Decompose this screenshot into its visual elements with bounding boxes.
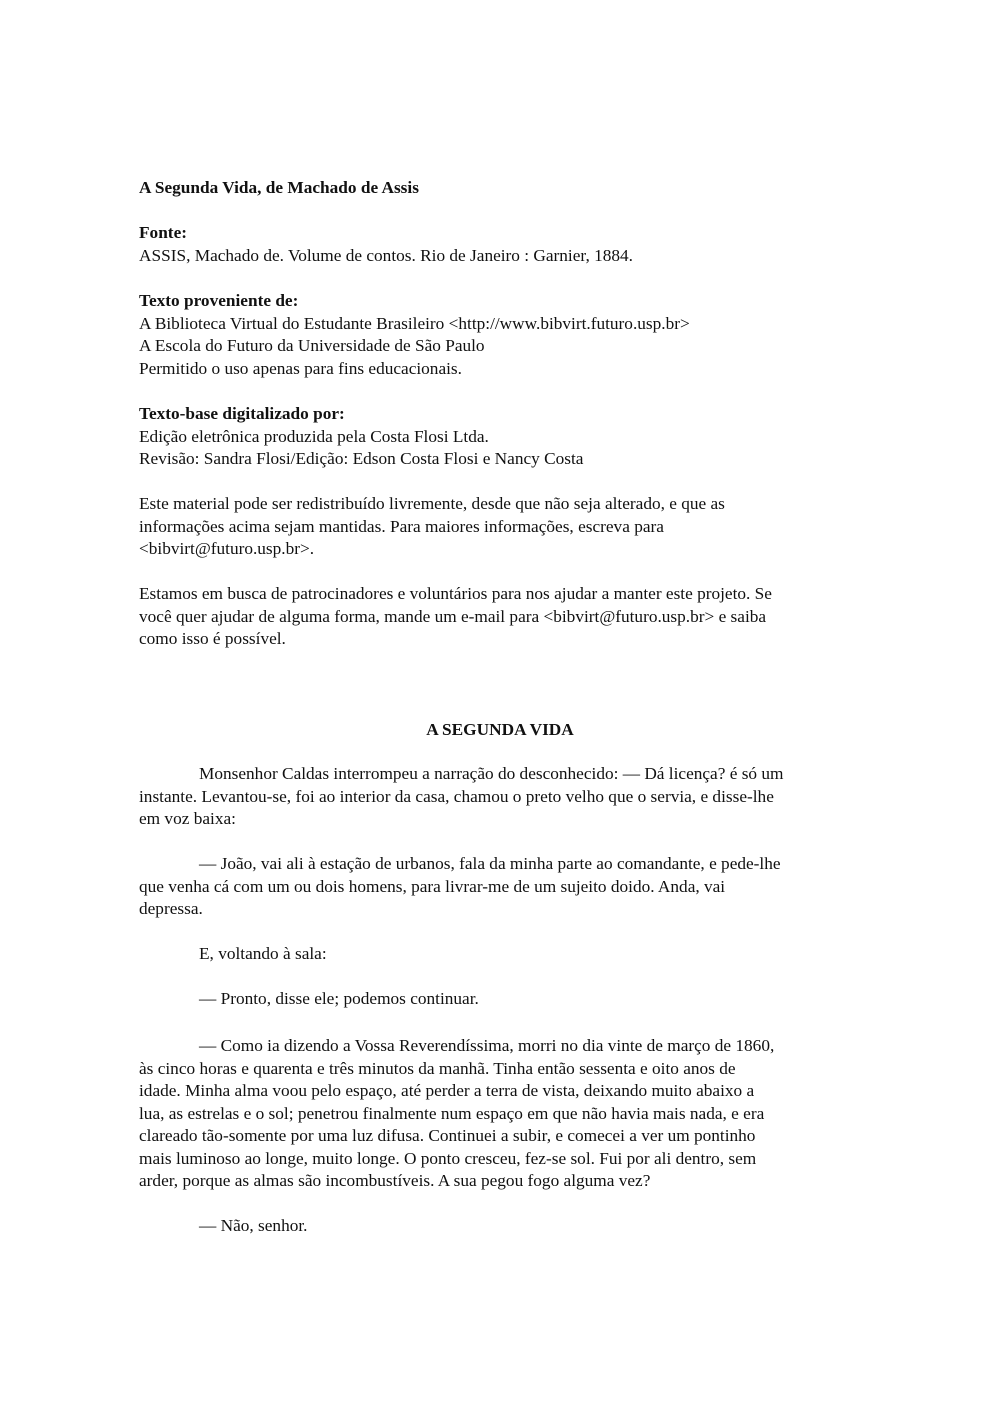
- story-paragraph: [139, 988, 879, 1011]
- notice-line: informações acima sejam mantidas. Para maiores informações, escreva para: [139, 516, 664, 536]
- proveniente-label: Texto proveniente de:: [139, 291, 299, 310]
- redistribution-notice: [139, 493, 879, 561]
- paragraph-line: arder, porque as almas são incombustíveis. A sua pegou fogo alguma vez?: [139, 1171, 651, 1190]
- story-paragraph: [139, 763, 879, 831]
- paragraph-line: Monsenhor Caldas interrompeu a narração do desconhecido: — Dá licença? é só um: [199, 764, 784, 783]
- proveniente-line: Permitido o uso apenas para fins educacionais.: [139, 358, 462, 378]
- story-paragraph: [139, 943, 879, 966]
- fonte-line: ASSIS, Machado de. Volume de contos. Rio de Janeiro : Garnier, 1884.: [139, 245, 633, 265]
- digitalizado-section: [139, 403, 879, 471]
- paragraph-line: instante. Levantou-se, foi ao interior da casa, chamou o preto velho que o servia, e disse-lhe: [139, 786, 774, 806]
- document-header-title: A Segunda Vida, de Machado de Assis: [139, 178, 419, 197]
- paragraph-line: mais luminoso ao longe, muito longe. O ponto cresceu, fez-se sol. Fui por ali dentro, sem: [139, 1148, 757, 1168]
- paragraph-line: E, voltando à sala:: [199, 944, 327, 963]
- sponsors-line: como isso é possível.: [139, 629, 286, 648]
- paragraph-line: depressa.: [139, 899, 203, 918]
- proveniente-section: [139, 290, 879, 380]
- digitalizado-label: Texto-base digitalizado por:: [139, 404, 345, 423]
- paragraph-line: clareado tão-somente por uma luz difusa. Continuei a subir, e comecei a ver um pontinho: [139, 1126, 756, 1145]
- paragraph-line: que venha cá com um ou dois homens, para livrar-me de um sujeito doido. Anda, vai: [139, 876, 726, 896]
- notice-line: Este material pode ser redistribuído livremente, desde que não seja alterado, e que as: [139, 494, 725, 513]
- paragraph-line: — Como ia dizendo a Vossa Reverendíssima, morri no dia vinte de março de 1860,: [199, 1036, 775, 1055]
- sponsors-line: Estamos em busca de patrocinadores e voluntários para nos ajudar a manter este projeto. Se: [139, 584, 772, 603]
- notice-line: <bibvirt@futuro.usp.br>.: [139, 539, 315, 558]
- sponsors-line: você quer ajudar de alguma forma, mande um e-mail para <bibvirt@futuro.usp.br> e saiba: [139, 606, 767, 626]
- paragraph-line: — Não, senhor.: [199, 1216, 308, 1235]
- sponsors-notice: [139, 583, 879, 651]
- story-title: A SEGUNDA VIDA: [426, 720, 574, 739]
- story-paragraph: [139, 1215, 879, 1238]
- paragraph-line: às cinco horas e quarenta e três minutos da manhã. Tinha então sessenta e oito anos de: [139, 1058, 736, 1078]
- paragraph-line: em voz baixa:: [139, 809, 236, 828]
- proveniente-line: A Biblioteca Virtual do Estudante Brasileiro <http://www.bibvirt.futuro.usp.br>: [139, 313, 690, 333]
- paragraph-line: idade. Minha alma voou pelo espaço, até perder a terra de vista, deixando muito abaixo a: [139, 1081, 755, 1100]
- paragraph-line: — João, vai ali à estação de urbanos, fala da minha parte ao comandante, e pede-lhe: [199, 854, 781, 873]
- story-paragraph: [139, 853, 879, 921]
- fonte-label: Fonte:: [139, 223, 187, 242]
- paragraph-line: — Pronto, disse ele; podemos continuar.: [199, 989, 479, 1008]
- proveniente-line: A Escola do Futuro da Universidade de São Paulo: [139, 336, 485, 355]
- paragraph-line: lua, as estrelas e o sol; penetrou finalmente num espaço em que não havia mais nada, e era: [139, 1103, 765, 1123]
- digitalizado-line: Revisão: Sandra Flosi/Edição: Edson Costa Flosi e Nancy Costa: [139, 449, 584, 468]
- story-paragraph: [139, 1035, 879, 1193]
- fonte-section: [139, 222, 879, 267]
- digitalizado-line: Edição eletrônica produzida pela Costa Flosi Ltda.: [139, 426, 489, 446]
